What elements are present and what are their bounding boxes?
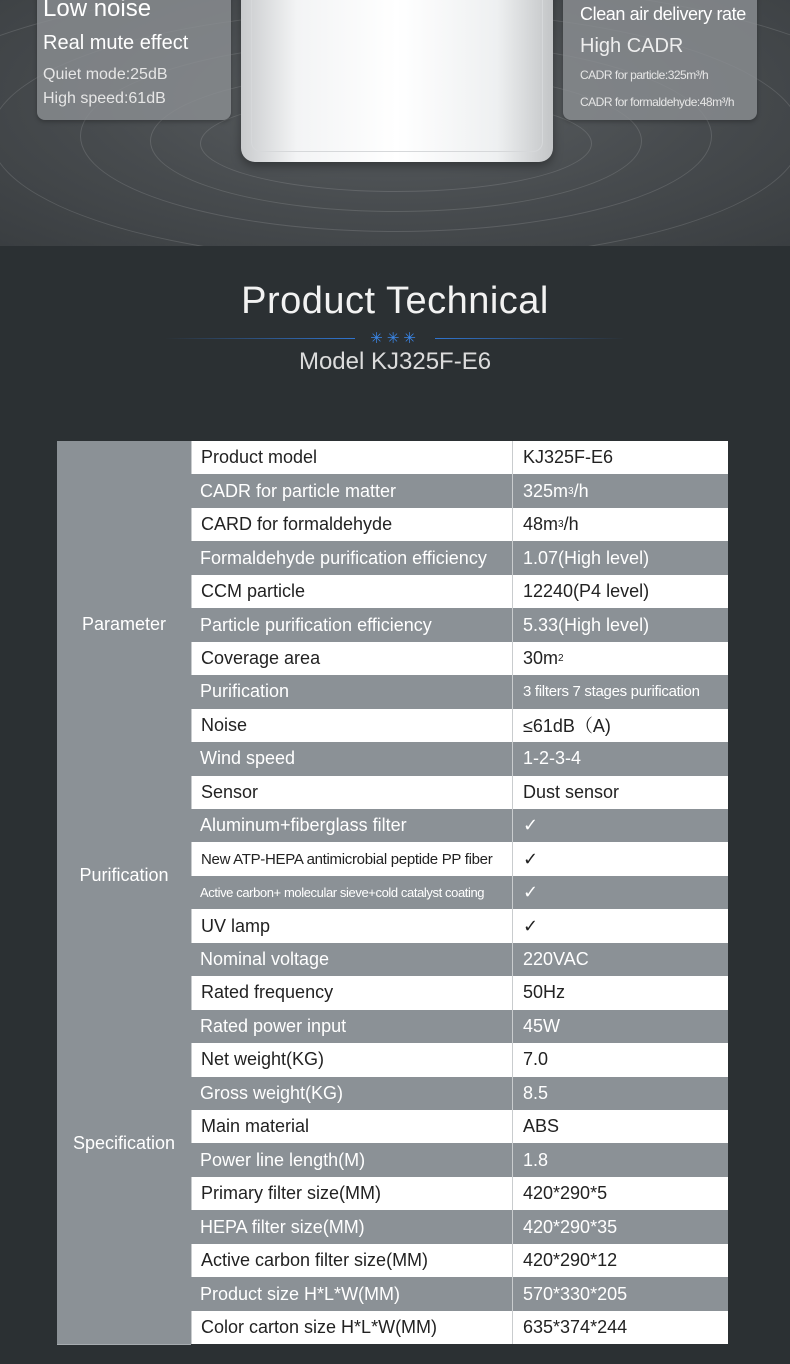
spec-name: Main material <box>191 1110 513 1144</box>
table-row <box>191 508 728 542</box>
spec-value: 1-2-3-4 <box>523 748 582 769</box>
spec-name: CCM particle <box>191 575 513 609</box>
low-noise-subtitle: Real mute effect <box>43 32 189 54</box>
spec-value: 1.8 <box>523 1149 549 1170</box>
section-title: Product Technical <box>241 280 549 322</box>
table-row <box>191 1210 728 1244</box>
table-row <box>191 809 728 843</box>
spec-name: Nominal voltage <box>191 943 513 977</box>
spec-value: ABS <box>523 1116 560 1137</box>
spec-value: 635*374*244 <box>523 1316 628 1337</box>
section-subtitle: Model KJ325F-E6 <box>298 348 492 375</box>
hero-banner <box>0 0 790 246</box>
group-label-parameter: Parameter <box>57 441 191 810</box>
spec-name: Noise <box>191 709 513 743</box>
spec-name: CADR for particle matter <box>191 474 513 508</box>
table-row <box>191 1311 728 1345</box>
spec-value: 420*290*35 <box>523 1216 618 1237</box>
spec-name: Primary filter size(MM) <box>191 1177 513 1211</box>
table-row <box>191 943 728 977</box>
table-row <box>191 1010 728 1044</box>
table-row <box>191 441 728 475</box>
spec-name: Active carbon+ molecular sieve+cold catalyst coating <box>191 876 513 910</box>
spec-value: 48m 3 /h <box>523 514 579 535</box>
table-row <box>191 776 728 810</box>
quiet-mode-line: Quiet mode:25dB <box>43 66 168 83</box>
spec-name: Color carton size H*L*W(MM) <box>191 1311 513 1345</box>
table-row <box>191 1043 728 1077</box>
spec-table <box>57 441 728 1341</box>
spec-name: Formaldehyde purification efficiency <box>191 541 513 575</box>
spec-value: ≤61dB（A) <box>523 716 611 737</box>
spec-name: Gross weight(KG) <box>191 1077 513 1111</box>
spec-value: 3 filters 7 stages purification <box>523 683 700 701</box>
spec-value: 45W <box>523 1015 561 1036</box>
group-label-purification: Purification <box>57 809 191 944</box>
table-row <box>191 675 728 709</box>
table-row <box>191 642 728 676</box>
spec-name: Purification <box>191 675 513 709</box>
spec-name: Aluminum+fiberglass filter <box>191 809 513 843</box>
table-row <box>191 742 728 776</box>
table-row <box>191 909 728 943</box>
spec-name: Active carbon filter size(MM) <box>191 1244 513 1278</box>
spec-value: 570*330*205 <box>523 1283 628 1304</box>
spec-name: Product model <box>191 441 513 475</box>
spec-value: 7.0 <box>523 1049 549 1070</box>
section-divider <box>165 330 625 347</box>
spec-value: 50Hz <box>523 982 566 1003</box>
spec-name: Rated frequency <box>191 976 513 1010</box>
spec-name: UV lamp <box>191 909 513 943</box>
spec-value: 12240(P4 level) <box>523 581 650 602</box>
spec-name: Rated power input <box>191 1010 513 1044</box>
low-noise-card <box>37 0 231 120</box>
spec-value: 420*290*5 <box>523 1183 608 1204</box>
cadr-card-title: Clean air delivery rate <box>580 4 746 24</box>
table-row <box>191 976 728 1010</box>
spec-name: CARD for formaldehyde <box>191 508 513 542</box>
table-row <box>191 575 728 609</box>
table-row <box>191 1244 728 1278</box>
table-row <box>191 876 728 910</box>
check-icon: ✓ <box>523 848 539 869</box>
air-purifier-image <box>241 0 553 162</box>
table-row <box>191 608 728 642</box>
cadr-formaldehyde-line: CADR for formaldehyde:48m³/h <box>580 95 735 109</box>
spec-value: 325m 3 /h <box>523 480 589 501</box>
table-row <box>191 1177 728 1211</box>
spec-name: Product size H*L*W(MM) <box>191 1277 513 1311</box>
table-row <box>191 541 728 575</box>
table-row <box>191 1143 728 1177</box>
check-icon: ✓ <box>523 882 539 903</box>
check-icon: ✓ <box>523 815 539 836</box>
table-row <box>191 842 728 876</box>
spec-name: Coverage area <box>191 642 513 676</box>
low-noise-title: Low noise <box>43 0 152 22</box>
spec-name: Particle purification efficiency <box>191 608 513 642</box>
high-speed-line: High speed:61dB <box>43 90 166 107</box>
cadr-card <box>563 0 757 120</box>
table-row <box>191 1277 728 1311</box>
table-row <box>191 1110 728 1144</box>
spec-value: KJ325F-E6 <box>523 447 614 468</box>
spec-value: 8.5 <box>523 1082 549 1103</box>
spec-name: Sensor <box>191 776 513 810</box>
spec-name: Net weight(KG) <box>191 1043 513 1077</box>
spec-value: 30m 2 <box>523 647 564 668</box>
cadr-particle-line: CADR for particle:325m³/h <box>580 68 709 82</box>
table-row <box>191 1077 728 1111</box>
group-label-specification: Specification <box>57 943 191 1345</box>
spec-name: HEPA filter size(MM) <box>191 1210 513 1244</box>
spec-name: New ATP-HEPA antimicrobial peptide PP fiber <box>191 842 513 876</box>
check-icon: ✓ <box>523 915 539 936</box>
table-row <box>191 474 728 508</box>
spec-value: 5.33(High level) <box>523 614 650 635</box>
cadr-card-subtitle: High CADR <box>580 35 684 57</box>
spec-value: 420*290*12 <box>523 1250 618 1271</box>
spec-value: Dust sensor <box>523 781 620 802</box>
table-row <box>191 709 728 743</box>
spec-value: 220VAC <box>523 949 589 969</box>
spec-name: Wind speed <box>191 742 513 776</box>
spec-name: Power line length(M) <box>191 1143 513 1177</box>
star-divider-icon: ✳✳✳ <box>370 330 420 347</box>
spec-value: 1.07(High level) <box>523 547 650 568</box>
